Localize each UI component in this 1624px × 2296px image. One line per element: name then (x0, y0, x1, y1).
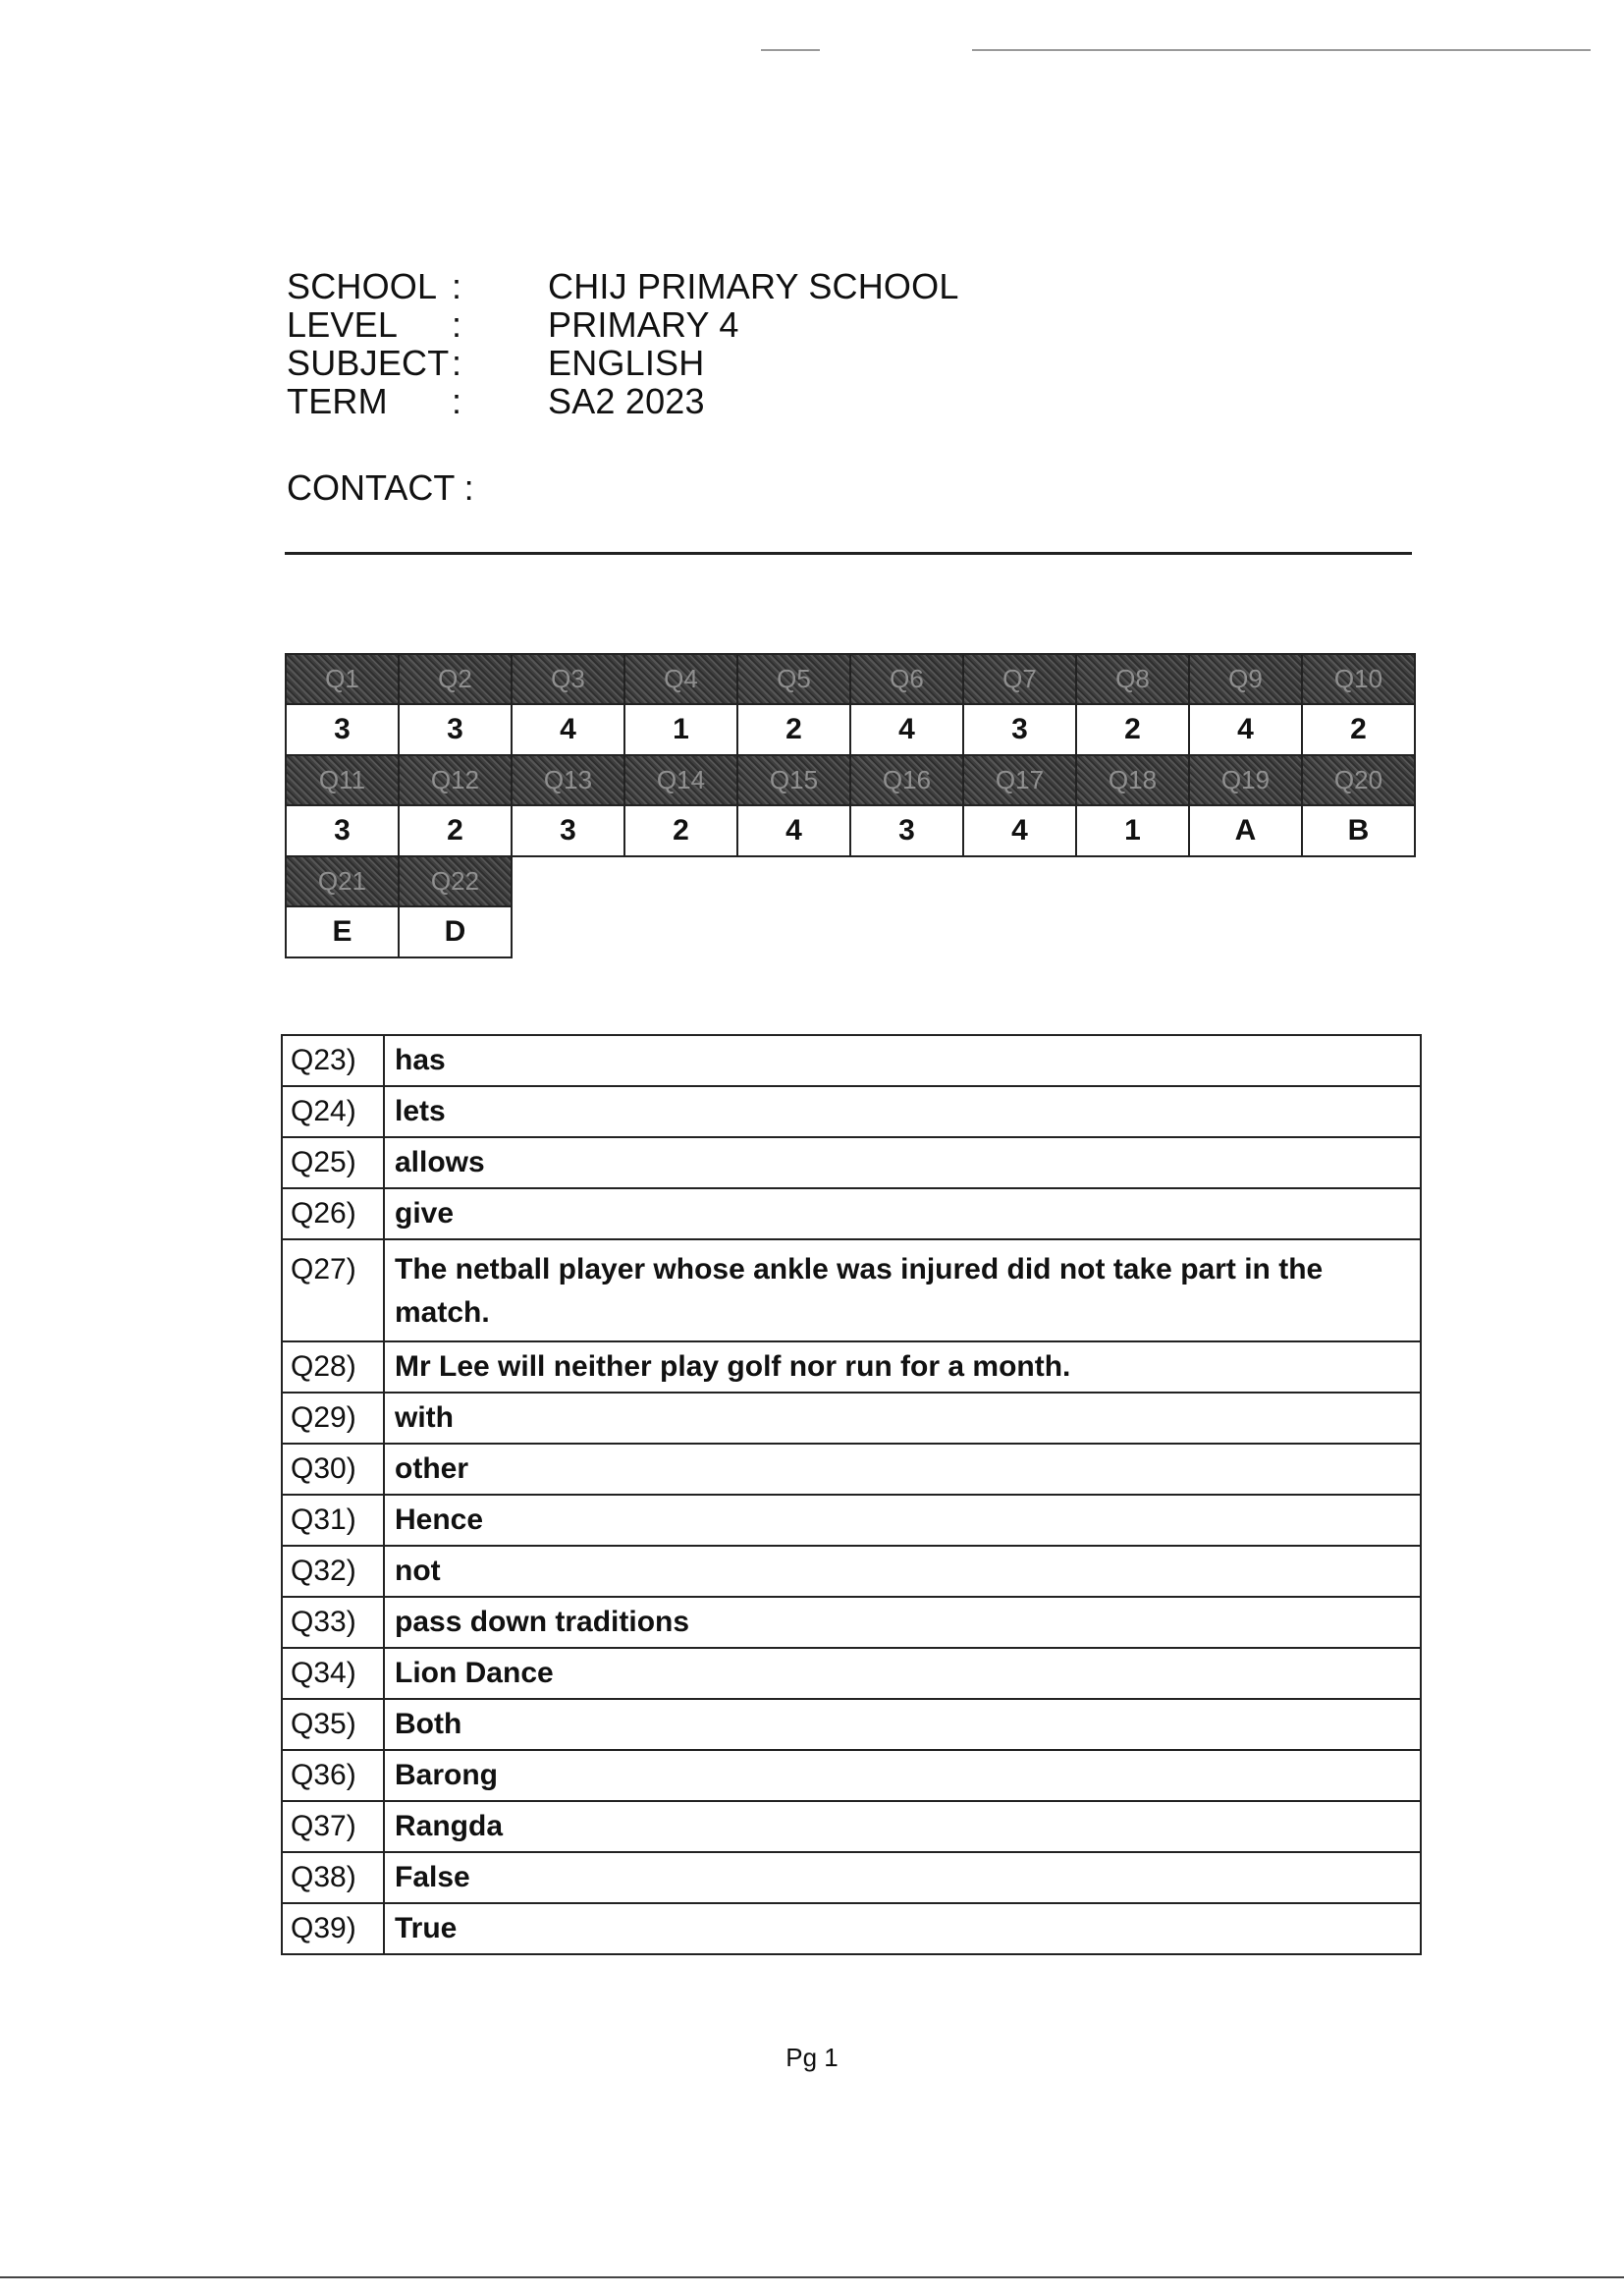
answer-cell: D (399, 906, 512, 957)
answer-text: pass down traditions (384, 1597, 1421, 1648)
answer-text: Mr Lee will neither play golf nor run for a month. (384, 1341, 1421, 1393)
answer-cell: 1 (1076, 805, 1189, 856)
mcq-question-row (286, 654, 1415, 704)
header-label: SUBJECT (287, 342, 450, 383)
header-value: ENGLISH (548, 342, 705, 383)
header-value: SA2 2023 (548, 380, 705, 421)
question-number: Q36) (282, 1750, 384, 1801)
table-row (282, 1495, 1421, 1546)
page-number: Pg 1 (785, 2043, 839, 2072)
scan-artifact-line (972, 49, 1591, 51)
question-number-cell: Q22 (399, 856, 512, 906)
question-number: Q34) (282, 1648, 384, 1699)
answer-text: The netball player whose ankle was injured did not take part in the match. (384, 1239, 1421, 1341)
question-number: Q35) (282, 1699, 384, 1750)
table-row (282, 1801, 1421, 1852)
question-number-cell: Q8 (1076, 654, 1189, 704)
answer-cell: 3 (850, 805, 963, 856)
question-number-cell: Q18 (1076, 755, 1189, 805)
answer-text: has (384, 1035, 1421, 1086)
answer-text: lets (384, 1086, 1421, 1137)
question-number-cell: Q20 (1302, 755, 1415, 805)
answer-text: other (384, 1444, 1421, 1495)
header-value: CHIJ PRIMARY SCHOOL (548, 265, 959, 306)
table-row (282, 1035, 1421, 1086)
question-number-cell: Q16 (850, 755, 963, 805)
mcq-answer-row (286, 805, 1415, 856)
header-colon: : (452, 380, 462, 421)
header-row-term (287, 382, 959, 420)
answer-cell: 3 (512, 805, 624, 856)
empty-cell (512, 856, 1415, 906)
header-colon: : (452, 265, 462, 306)
table-row (282, 1444, 1421, 1495)
answer-text: allows (384, 1137, 1421, 1188)
question-number-cell: Q7 (963, 654, 1076, 704)
question-number-cell: Q11 (286, 755, 399, 805)
header-colon: : (452, 303, 462, 345)
answer-cell: 3 (286, 704, 399, 755)
answer-cell: 3 (399, 704, 512, 755)
document-header (287, 267, 959, 420)
header-label: SCHOOL (287, 265, 438, 306)
mcq-answer-table (285, 653, 1416, 958)
open-ended-answer-table (281, 1034, 1422, 1955)
question-number: Q32) (282, 1546, 384, 1597)
empty-cell (512, 906, 1415, 957)
answer-cell: 3 (286, 805, 399, 856)
header-label: LEVEL (287, 303, 399, 345)
table-row (282, 1341, 1421, 1393)
answer-text: False (384, 1852, 1421, 1903)
question-number: Q24) (282, 1086, 384, 1137)
question-number-cell: Q12 (399, 755, 512, 805)
header-colon: : (452, 342, 462, 383)
question-number: Q23) (282, 1035, 384, 1086)
header-divider (285, 552, 1412, 555)
answer-cell: B (1302, 805, 1415, 856)
answer-cell: A (1189, 805, 1302, 856)
mcq-answer-row (286, 906, 1415, 957)
header-row-level (287, 305, 959, 344)
question-number-cell: Q3 (512, 654, 624, 704)
table-row (282, 1597, 1421, 1648)
table-row (282, 1239, 1421, 1341)
answer-text: Hence (384, 1495, 1421, 1546)
question-number: Q31) (282, 1495, 384, 1546)
mcq-question-row (286, 755, 1415, 805)
answer-text: Rangda (384, 1801, 1421, 1852)
question-number: Q26) (282, 1188, 384, 1239)
question-number-cell: Q19 (1189, 755, 1302, 805)
question-number-cell: Q13 (512, 755, 624, 805)
question-number-cell: Q4 (624, 654, 737, 704)
answer-text: Barong (384, 1750, 1421, 1801)
answer-cell: 1 (624, 704, 737, 755)
question-number: Q25) (282, 1137, 384, 1188)
question-number: Q28) (282, 1341, 384, 1393)
contact-label: CONTACT : (287, 467, 474, 508)
question-number-cell: Q6 (850, 654, 963, 704)
answer-cell: 2 (1302, 704, 1415, 755)
answer-cell: 4 (512, 704, 624, 755)
table-row (282, 1546, 1421, 1597)
table-row (282, 1393, 1421, 1444)
answer-text: give (384, 1188, 1421, 1239)
question-number: Q27) (282, 1239, 384, 1341)
question-number: Q37) (282, 1801, 384, 1852)
question-number-cell: Q1 (286, 654, 399, 704)
question-number: Q38) (282, 1852, 384, 1903)
header-row-subject (287, 344, 959, 382)
answer-cell: 4 (737, 805, 850, 856)
answer-cell: E (286, 906, 399, 957)
answer-cell: 2 (399, 805, 512, 856)
question-number-cell: Q5 (737, 654, 850, 704)
mcq-answer-row (286, 704, 1415, 755)
question-number-cell: Q17 (963, 755, 1076, 805)
answer-cell: 2 (737, 704, 850, 755)
question-number-cell: Q2 (399, 654, 512, 704)
answer-text: Lion Dance (384, 1648, 1421, 1699)
table-row (282, 1137, 1421, 1188)
answer-text: True (384, 1903, 1421, 1954)
header-row-school (287, 267, 959, 305)
header-label: TERM (287, 380, 388, 421)
answer-cell: 4 (850, 704, 963, 755)
scan-artifact-line (0, 2276, 1624, 2278)
mcq-question-row (286, 856, 1415, 906)
question-number: Q39) (282, 1903, 384, 1954)
answer-cell: 2 (1076, 704, 1189, 755)
question-number-cell: Q14 (624, 755, 737, 805)
question-number-cell: Q9 (1189, 654, 1302, 704)
answer-cell: 2 (624, 805, 737, 856)
question-number: Q29) (282, 1393, 384, 1444)
table-row (282, 1852, 1421, 1903)
question-number-cell: Q10 (1302, 654, 1415, 704)
table-row (282, 1188, 1421, 1239)
question-number-cell: Q21 (286, 856, 399, 906)
answer-text: with (384, 1393, 1421, 1444)
answer-cell: 4 (963, 805, 1076, 856)
table-row (282, 1086, 1421, 1137)
answer-cell: 4 (1189, 704, 1302, 755)
question-number: Q33) (282, 1597, 384, 1648)
table-row (282, 1750, 1421, 1801)
answer-text: not (384, 1546, 1421, 1597)
scan-artifact-line (761, 49, 820, 51)
answer-text: Both (384, 1699, 1421, 1750)
table-row (282, 1903, 1421, 1954)
question-number: Q30) (282, 1444, 384, 1495)
answer-cell: 3 (963, 704, 1076, 755)
table-row (282, 1648, 1421, 1699)
header-value: PRIMARY 4 (548, 303, 739, 345)
table-row (282, 1699, 1421, 1750)
question-number-cell: Q15 (737, 755, 850, 805)
